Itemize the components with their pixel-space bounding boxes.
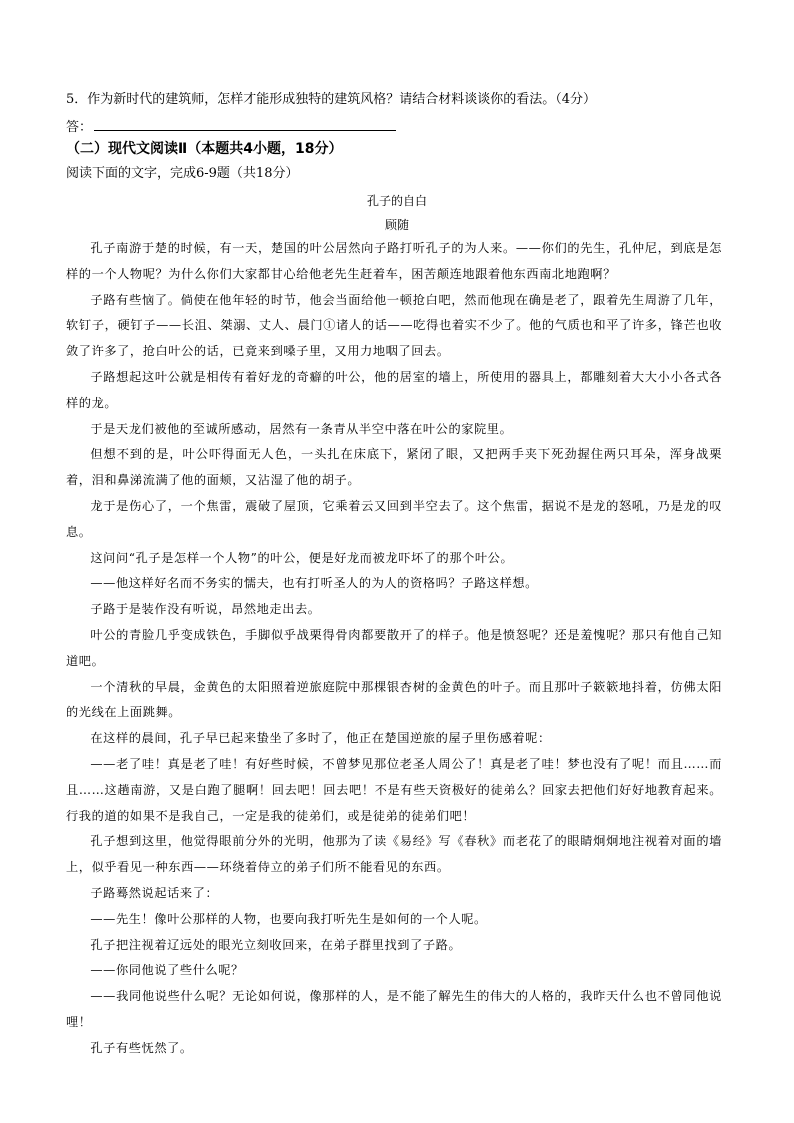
paragraph: 这问问“孔子是怎样一个人物”的叶公，便是好龙而被龙吓坏了的那个叶公。 — [90, 550, 514, 565]
section-title: （二）现代文阅读Ⅱ（本题共4小题，18分） — [66, 141, 343, 157]
paragraph: 孔子南游于楚的时候，有一天，楚国的叶公居然向子路打听孔子的为人来。——你们的先生，孔仲尼，到底是怎样的一个人物呢？为什么你们大家都甘心给他老先生赶着车，困苦颠连地跟着他东西南北地跑啊？ — [66, 241, 722, 281]
paragraph: ——老了哇！真是老了哇！有好些时候，不曾梦见那位老圣人周公了！真是老了哇！梦也没有了呢！而且……而且……这趟南游，又是白跑了腿啊！回去吧！回去吧！不是有些天资极好的徒弟么？回家去把他们好好地教育起来。行我的道的如果不是我自己，一定是我的徒弟们，或是徒弟的徒弟们吧！ — [66, 756, 722, 823]
paragraph: ——他这样好名而不务实的懦夫，也有打听圣人的为人的资格吗？子路这样想。 — [90, 576, 538, 591]
answer-blank-line[interactable] — [94, 116, 396, 131]
paragraph: 但想不到的是，叶公吓得面无人色，一头扎在床底下，紧闭了眼，又把两手夹下死劲握住两只耳朵，浑身战栗着，泪和鼻涕流满了他的面颊，又沾湿了他的胡子。 — [66, 447, 722, 488]
paragraph: 子路于是装作没有听说，昂然地走出去。 — [90, 602, 321, 617]
paragraph: 于是天龙们被他的至诚所感动，居然有一条青从半空中落在叶公的家院里。 — [90, 421, 513, 436]
paragraph: 一个清秋的早晨，金黄色的太阳照着逆旅庭院中那棵银杏树的金黄色的叶子。而且那叶子簌簌地抖着，仿佛太阳的光线在上面跳舞。 — [66, 679, 722, 720]
reading-instruction: 阅读下面的文字，完成6-9题（共18分） — [66, 166, 299, 181]
answer-row — [66, 116, 396, 138]
paragraph: 子路有些恼了。倘使在他年轻的时节，他会当面给他一顿抢白吧，然而他现在确是老了，跟着先生周游了几年，软钉子，硬钉子——长沮、桀溺、丈人、晨门①诸人的话——吃得也着实不少了。他的气质也和平了许多，锋芒也收敛了许多了，抢白叶公的话，已竟来到嗓子里，又用力地咽了回去。 — [66, 292, 722, 359]
paragraph: 孔子把注视着辽远处的眼光立刻收回来，在弟子群里找到了子路。 — [90, 937, 462, 952]
paragraph: 孔子有些怃然了。 — [90, 1040, 193, 1055]
paragraph: 孔子想到这里，他觉得眼前分外的光明，他那为了读《易经》写《春秋》而老花了的眼睛炯炯地注视着对面的墙上，似乎看见一种东西——环绕着侍立的弟子们所不能看见的东西。 — [66, 834, 722, 875]
paragraph: 叶公的青脸几乎变成铁色，手脚似乎战栗得骨肉都要散开了的样子。他是愤怒呢？还是羞愧呢？那只有他自己知道吧。 — [66, 627, 722, 668]
answer-label: 答： — [66, 120, 93, 135]
story-title: 孔子的自白 — [366, 194, 427, 208]
paragraph: ——我同他说些什么呢？无论如何说，像那样的人，是不能了解先生的伟大的人格的，我昨天什么也不曾同他说哩！ — [66, 989, 722, 1029]
paragraph: ——你同他说了些什么呢？ — [90, 963, 244, 978]
paragraph: 子路想起这叶公就是相传有着好龙的奇癖的叶公，他的居室的墙上，所使用的器具上，都雕刻着大大小小各式各样的龙。 — [66, 369, 722, 410]
paragraph: 子路蓦然说起话来了： — [90, 885, 219, 900]
paragraph: ——先生！像叶公那样的人物，也要向我打听先生是如何的一个人呢。 — [90, 911, 487, 926]
story-body — [66, 236, 722, 1062]
story-author: 顾随 — [384, 218, 409, 232]
paragraph: 龙于是伤心了，一个焦雷，震破了屋顶，它乘着云又回到半空去了。这个焦雷，据说不是龙的怒吼，乃是龙的叹息。 — [66, 498, 722, 539]
paragraph: 在这样的晨间，孔子早已起来蛰坐了多时了，他正在楚国逆旅的屋子里伤感着呢： — [90, 731, 551, 746]
question-5: 5．作为新时代的建筑师，怎样才能形成独特的建筑风格？请结合材料谈谈你的看法。（4分） — [66, 92, 597, 107]
